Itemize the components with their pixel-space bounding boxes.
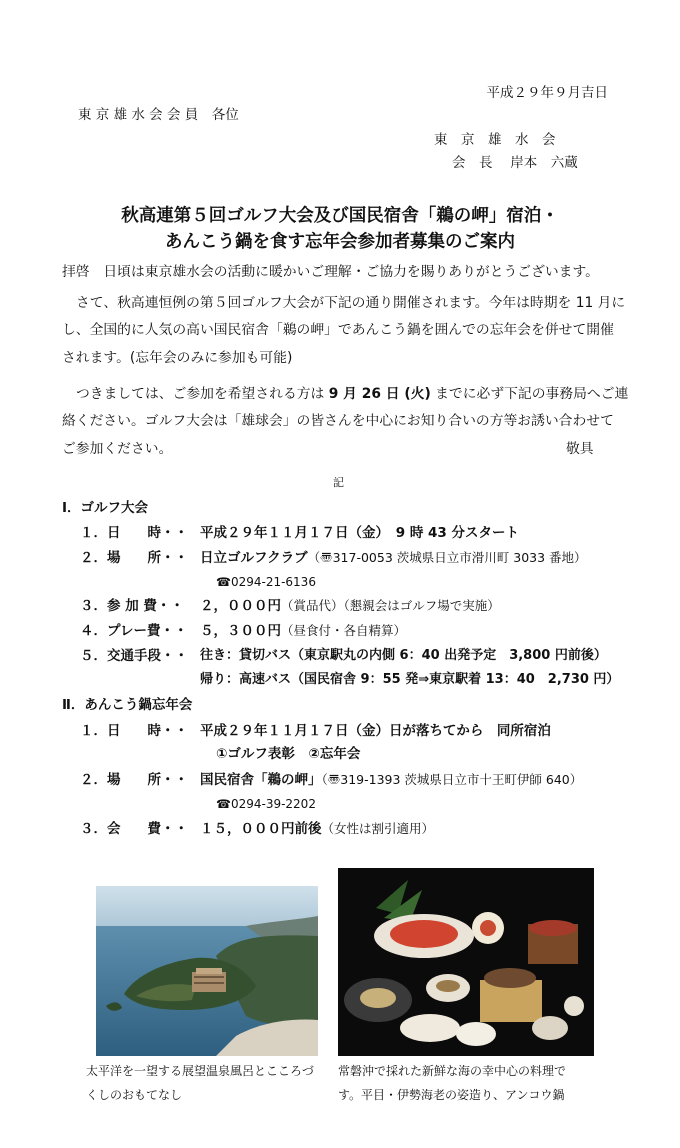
deadline: 9 月 26 日 (火) — [328, 386, 431, 402]
para3-text-b: までに必ず下記の事務局へご連 — [430, 386, 629, 402]
para2-line3: されます。(忘年会のみに参加も可能) — [62, 350, 293, 366]
right-photo-caption-line-1: 常磐沖で採れた新鮮な海の幸中心の料理で — [338, 1064, 567, 1078]
golf-fee-note: （賞品代）（懇親会はゴルフ場で実施） — [281, 598, 500, 613]
sender-name: 会 長 岸本 六蔵 — [452, 155, 578, 171]
para3-text-a: つきましては、ご参加を希望される方は — [76, 386, 329, 402]
party-place — [200, 771, 582, 789]
party-fee-label: ３．会 費・・ — [80, 821, 188, 837]
golf-place-address: （〠317-0053 茨城県日立市滑川町 3033 番地） — [307, 550, 587, 565]
coast-hotel-photo — [96, 886, 318, 1056]
title-line-1: 秋高連第５回ゴルフ大会及び国民宿舎「鵜の岬」宿泊・ — [121, 206, 559, 226]
right-photo-caption-line-2: す。平目・伊勢海老の姿造り、アンコウ鍋 — [338, 1088, 565, 1102]
golf-date-value: 平成２９年１１月１７日（金） 9 時 43 分スタート — [200, 525, 520, 541]
golf-place-label: ２．場 所・・ — [80, 550, 188, 566]
golf-fee — [200, 597, 500, 615]
golf-transport-go: 往き：貸切バス（東京駅丸の内側 6：40 出発予定 3,800 円前後） — [200, 648, 607, 663]
golf-play — [200, 622, 406, 640]
para3-line3: ご参加ください。 — [62, 441, 173, 457]
party-fee — [200, 820, 434, 838]
party-place-label: ２．場 所・・ — [80, 772, 188, 788]
golf-fee-value: ２，０００円 — [200, 598, 281, 614]
party-fee-value: １５，０００円前後 — [200, 821, 322, 837]
party-fee-note: （女性は割引適用） — [321, 821, 435, 836]
golf-play-value: ５，３００円 — [200, 623, 281, 639]
ki-mark: 記 — [333, 476, 344, 489]
golf-play-label: ４．プレー費・・ — [80, 623, 188, 639]
closing: 敬具 — [566, 441, 594, 457]
date: 平成２９年９月吉日 — [486, 85, 608, 101]
para3-line2: 絡ください。ゴルフ大会は「雄球会」の皆さんを中心にお知り合いの方等お誘い合わせて — [62, 413, 614, 429]
para3-line1 — [76, 385, 628, 403]
party-place-name: 国民宿舎「鵜の岬」 — [200, 772, 322, 788]
addressee: 東 京 雄 水 会 会 員 各位 — [78, 107, 239, 123]
greeting: 拝啓 日頃は東京雄水会の活動に暖かいご理解・ご協力を賜りありがとうございます。 — [62, 264, 599, 280]
golf-place-name: 日立ゴルフクラブ — [200, 550, 308, 566]
golf-place-tel: ☎0294-21-6136 — [216, 575, 316, 589]
party-place-tel: ☎0294-39-2202 — [216, 797, 316, 811]
party-date-value: 平成２９年１１月１７日（金）日が落ちてから 同所宿泊 — [200, 723, 551, 739]
golf-play-note: （昼食付・各自精算） — [281, 623, 407, 638]
party-place-address: （〠319-1393 茨城県日立市十王町伊師 640） — [321, 772, 583, 787]
party-heading: Ⅱ．あんこう鍋忘年会 — [62, 697, 193, 713]
para2-line2: し、全国的に人気の高い国民宿舎「鵜の岬」であんこう鍋を囲んでの忘年会を併せて開催 — [62, 322, 614, 338]
sender-org: 東 京 雄 水 会 — [434, 132, 556, 148]
golf-date-label: １．日 時・・ — [80, 525, 188, 541]
left-photo-caption-line-1: 太平洋を一望する展望温泉風呂とこころづ — [86, 1064, 314, 1078]
golf-place — [200, 549, 587, 567]
golf-fee-label: ３．参 加 費・・ — [80, 598, 184, 614]
golf-transport-label: ５．交通手段・・ — [80, 648, 188, 664]
para2-line1: さて、秋高連恒例の第５回ゴルフ大会が下記の通り開催されます。今年は時期を 11 月に — [76, 295, 626, 311]
golf-transport-back: 帰り：高速バス（国民宿舎 9：55 発⇒東京駅着 13：40 2,730 円） — [200, 672, 620, 687]
golf-heading: Ⅰ．ゴルフ大会 — [62, 500, 149, 516]
left-photo-caption-line-2: くしのおもてなし — [86, 1088, 183, 1102]
party-date-label: １．日 時・・ — [80, 723, 188, 739]
title-line-2: あんこう鍋を食す忘年会参加者募集のご案内 — [165, 232, 515, 252]
party-program: ①ゴルフ表彰 ②忘年会 — [216, 746, 361, 762]
seafood-cuisine-photo — [338, 868, 594, 1056]
